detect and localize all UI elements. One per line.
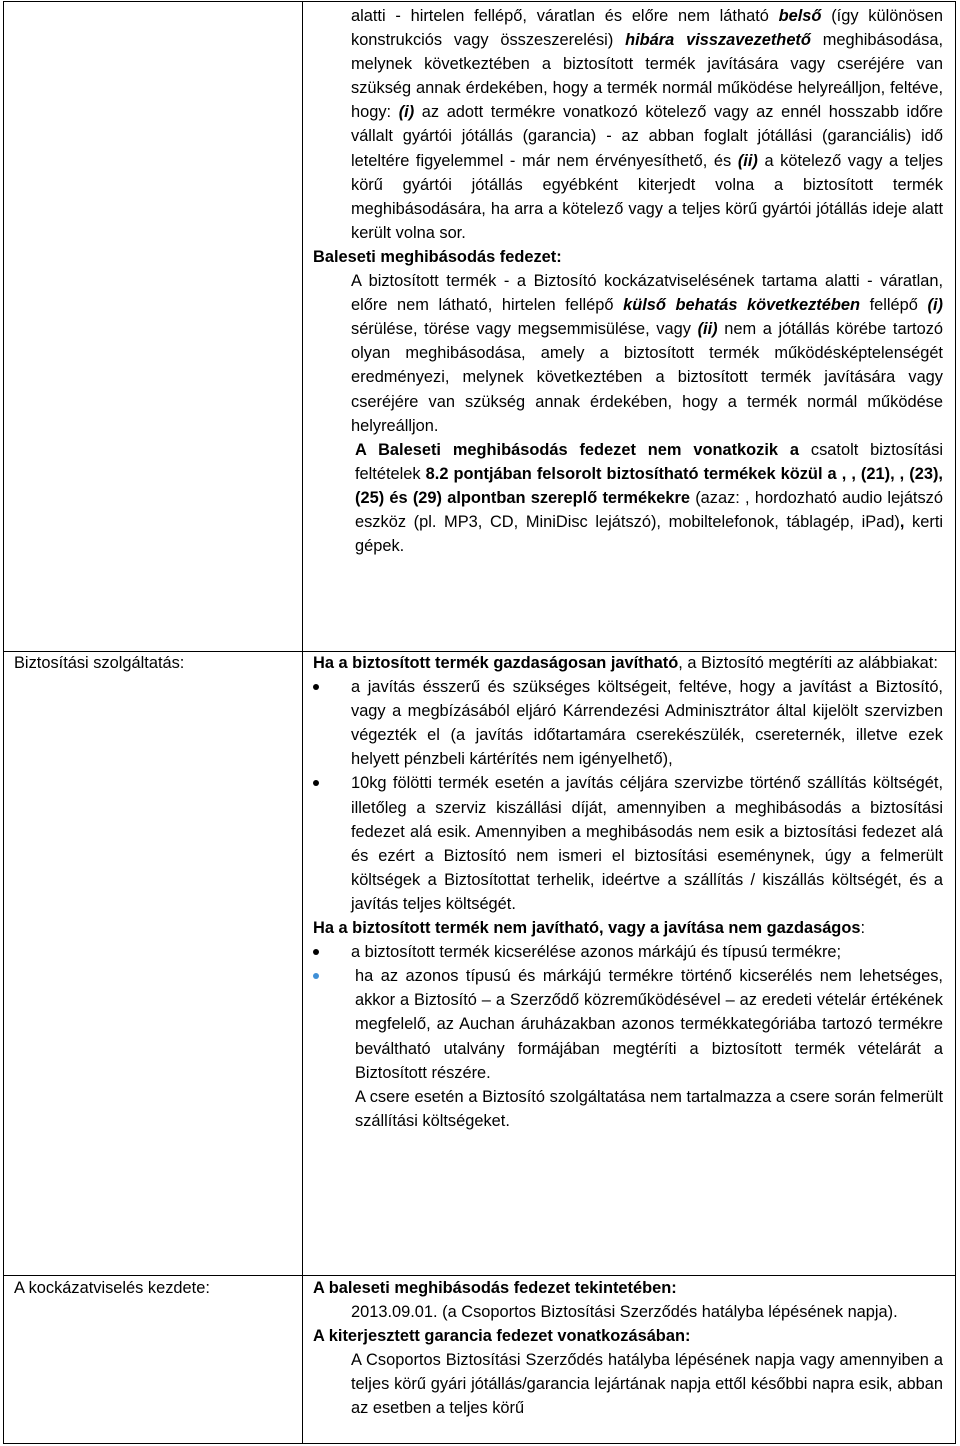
text-run: kerti gépek.: [355, 512, 944, 556]
label-risk-start: A kockázatviselés kezdete:: [14, 1279, 210, 1297]
text-run: (így különösen konstrukciós vagy összeszerelési): [351, 7, 943, 50]
text-run: , a Biztosító megtéríti az alábbiakat:: [678, 654, 938, 672]
text-run: külső behatás következtében: [623, 296, 861, 315]
accident-start-date: 2013.09.01. (a Csoportos Biztosítási Szerződés hatályba lépésének napja).: [351, 1303, 898, 1322]
text-run: (ii): [737, 151, 758, 170]
text-run: Ha a biztosított termék nem javítható, vagy a javítása nem gazdaságos: [313, 919, 861, 938]
replace-intro: [313, 916, 943, 940]
text-run: nem a jótállás körébe tartozó olyan meghibásodása, amely a biztosított termék működésképtelenségét eredményezi, melynek következtében a biztosított termék javítására vagy cseréjére van szükség annak érdekében, hogy a termék normál működése helyreálljon.: [351, 320, 944, 435]
label-insurance-service: Biztosítási szolgáltatás:: [14, 654, 185, 672]
text-run: fellépő: [860, 296, 928, 315]
text-run: meghibásodása, melynek következtében a biztosított termék javítására vagy cseréjére van szükség annak érdekében, hogy a termék normál működése helyreálljon, feltéve, hogy:: [351, 31, 943, 122]
text-run: alatti - hirtelen fellépő, váratlan és előre nem látható: [351, 7, 779, 25]
text-run: csatolt biztosítási feltételek: [355, 440, 944, 483]
list-item: a javítás ésszerű és szükséges költségeit, feltéve, hogy a javítást a Biztosító, vagy a megbízásából eljáró Kárrendezési Adminisztrátor által kijelölt szervizben végezték el (a javítás időtartamára cserekészülék, csereternék, illetve ezek helyett pénzbeli kártérítés nem igényelhető),: [313, 675, 943, 771]
bullet-icon: [313, 780, 319, 786]
text-run: (ii): [697, 320, 718, 339]
repair-list: [313, 675, 943, 916]
row-risk-start-content: [313, 1276, 943, 1421]
text-run: (azaz: , hordozható audio lejátszó eszköz (pl. MP3, CD, MiniDisc lejátszó), mobiltelefonok, táblagép, iPad): [355, 488, 943, 531]
column-divider: [302, 1, 303, 1444]
bullet-icon: [313, 684, 319, 690]
text-run: Ha a biztosított termék gazdaságosan javítható: [313, 654, 679, 672]
bullet-icon: [313, 973, 319, 979]
text-run: a kötelező vagy a teljes körű gyártói jótállás egyébként kiterjedt volna a biztosított termék meghibásodására, ha arra a kötelező vagy a teljes körű gyártói jótállás ideje alatt került volna sor.: [351, 151, 943, 242]
text-run: :: [860, 919, 866, 938]
warranty-start-heading: A kiterjesztett garancia fedezet vonatkozásában:: [313, 1327, 691, 1346]
list-item: 10kg fölötti termék esetén a javítás céljára szervizbe történő szállítás költségét, illetőleg a szerviz kiszállási díját, amennyiben a meghibásodás a biztosítási fedezet alá esik. Amennyiben a meghibásodás nem esik a biztosítási fedezet alá és ezért a Biztosító nem ismeri el biztosítási eseménynek, úgy a felmerült költségek a Biztosítottat terhelik, ideértve a szállítás / kiszállás költségét, és a javítás teljes költségét.: [313, 771, 943, 916]
row-service-content: [313, 651, 943, 1133]
text-run: sérülése, törése vagy megsemmisülése, vagy: [351, 320, 698, 339]
repair-intro: [313, 651, 943, 675]
list-item: a biztosított termék kicserélése azonos márkájú és típusú termékre;: [313, 940, 943, 964]
bullet-icon: [313, 949, 319, 955]
text-run: hibára visszavezethető: [625, 31, 811, 50]
text-run: A Baleseti meghibásodás fedezet nem vonatkozik a: [355, 440, 800, 459]
warranty-start-body: A Csoportos Biztosítási Szerződés hatályba lépésének napja vagy amennyiben a teljes körű gyári jótállás/garancia lejártának napja ettől későbbi napra esik, abban az esetben a teljes körű: [351, 1351, 943, 1418]
accident-cover-heading: Baleseti meghibásodás fedezet:: [313, 247, 562, 266]
accident-cover-exclusion: [313, 438, 943, 558]
text-run: 8.2 pontjában felsorolt biztosítható termékek közül a , , (21), , (23), (25) és (29) alpontban szereplő termékekre: [355, 464, 943, 507]
text-run: (i): [398, 103, 415, 122]
replace-list: [313, 940, 943, 1085]
warranty-continuation: [313, 4, 943, 245]
replace-note: A csere esetén a Biztosító szolgáltatása nem tartalmazza a csere során felmerült szállítási költségeket.: [355, 1087, 943, 1130]
accident-cover-body: [313, 269, 943, 438]
text-run: az adott termékre vonatkozó kötelező vagy az ennél hosszabb időre vállalt gyártói jótállás (garancia) - az abban foglalt jótállási (garanciális) idő leteltére figyelemmel - már nem érvényesíthető, és: [351, 103, 943, 170]
row-coverage-content: [313, 4, 943, 558]
text-run: (i): [927, 296, 943, 315]
accident-start-heading: A baleseti meghibásodás fedezet tekintetében:: [313, 1279, 677, 1297]
text-run: ,: [899, 512, 913, 531]
list-item: ha az azonos típusú és márkájú termékre történő kicserélés nem lehetséges, akkor a Biztosító – a Szerződő közreműködésével – az eredeti vételár értékének megfelelő, az Auchan áruházakban azonos termékkategóriába tartozó termékre beváltható utalvány formájában megtéríti a biztosított termék vételárát a Biztosított részére.: [313, 964, 943, 1084]
text-run: A biztosított termék - a Biztosító kockázatviselésének tartama alatti - váratlan, előre nem látható, hirtelen fellépő: [351, 272, 943, 315]
text-run: belső: [778, 7, 822, 25]
